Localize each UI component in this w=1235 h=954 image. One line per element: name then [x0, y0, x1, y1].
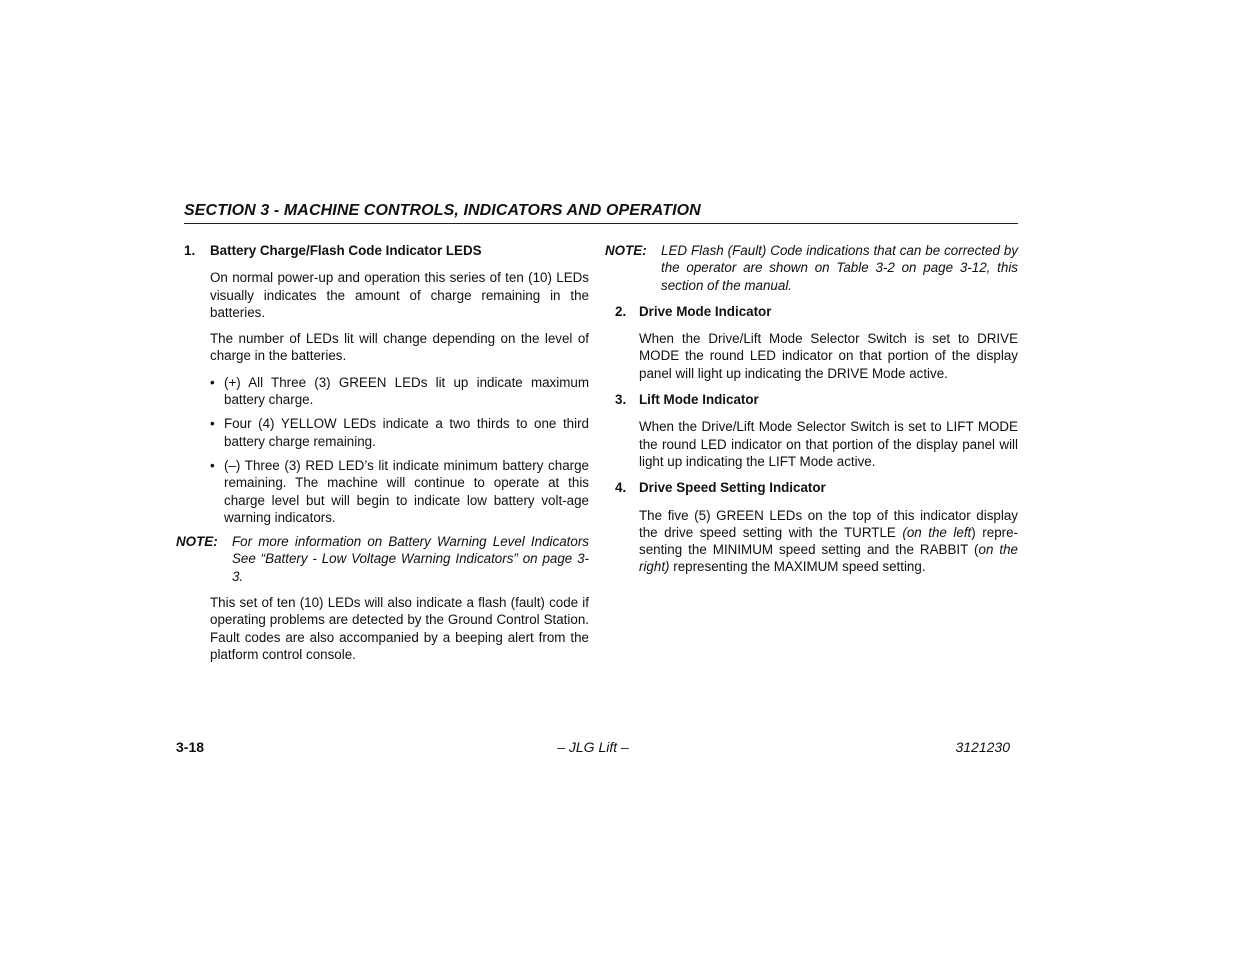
item2-title: Drive Mode Indicator [639, 303, 772, 319]
list-item [210, 415, 589, 450]
document-number: 3121230 [955, 739, 1010, 755]
item2-heading [605, 303, 1018, 320]
item1-para3: This set of ten (10) LEDs will also indicate a flash (fault) code if operating problems are detected by the Ground Control Station. Fault codes are also accompanied by a beeping alert from the platform control console. [210, 595, 589, 662]
charge-level-list [176, 374, 589, 526]
item4-title: Drive Speed Setting Indicator [639, 480, 826, 496]
item1-number: 1. [184, 243, 196, 258]
list-item [210, 457, 589, 526]
item1-para1: On normal power-up and operation this series of ten (10) LEDs visually indicates the amount of charge remaining in the batteries. [210, 270, 589, 320]
bullet-icon: • [210, 416, 215, 432]
item2-number: 2. [615, 303, 627, 319]
item3-text: When the Drive/Lift Mode Selector Switch is set to LIFT MODE the round LED indicator on that portion of the display panel will light up indicating the LIFT Mode active. [639, 419, 1018, 469]
list-item [210, 374, 589, 409]
section-title: SECTION 3 - MACHINE CONTROLS, INDICATORS AND OPERATION [184, 202, 701, 219]
footer-brand: – JLG Lift – [557, 739, 629, 755]
bullet-icon: • [210, 457, 215, 473]
item4-number: 4. [615, 480, 627, 496]
bullet-icon: • [210, 374, 215, 390]
battery-note [176, 533, 589, 585]
item1-heading [176, 242, 589, 259]
item4-text: The five (5) GREEN LEDs on the top of this indicator display the drive speed setting with the TURTLE (on the left) repre-senting the MINIMUM speed setting and the RABBIT (on the right) representing the MAXIMUM speed setting. [639, 507, 1019, 575]
item3-title: Lift Mode Indicator [639, 392, 759, 408]
bullet-text: Four (4) YELLOW LEDs indicate a two thirds to one third battery charge remaining. [224, 416, 589, 449]
note-text: For more information on Battery Warning Level Indicators See “Battery - Low Voltage Warning Indicators” on page 3-3. [232, 534, 589, 584]
flash-code-note [605, 242, 1018, 294]
note-text: LED Flash (Fault) Code indications that can be corrected by the operator are shown on Table 3-2 on page 3-12, this section of the manual. [661, 243, 1018, 293]
item2-text: When the Drive/Lift Mode Selector Switch is set to DRIVE MODE the round LED indicator on that portion of the display panel will light up indicating the DRIVE Mode active. [639, 331, 1018, 381]
item3-number: 3. [615, 392, 627, 408]
left-column [176, 242, 589, 672]
bullet-text: (–) Three (3) RED LED’s lit indicate minimum battery charge remaining. The machine will continue to operate at this charge level but will begin to indicate low battery volt-age warning indicators. [224, 457, 589, 525]
right-column [605, 242, 1018, 585]
bullet-text: (+) All Three (3) GREEN LEDs lit up indicate maximum battery charge. [224, 374, 589, 408]
note-label: NOTE: [176, 534, 218, 550]
item3-heading [605, 391, 1018, 408]
page-number: 3-18 [176, 739, 205, 755]
item1-title: Battery Charge/Flash Code Indicator LEDS [210, 243, 482, 258]
item4-heading [605, 479, 1018, 496]
note-label: NOTE: [605, 243, 647, 258]
item1-para2: The number of LEDs lit will change depending on the level of charge in the batteries. [210, 331, 589, 364]
section-header [184, 202, 1018, 224]
